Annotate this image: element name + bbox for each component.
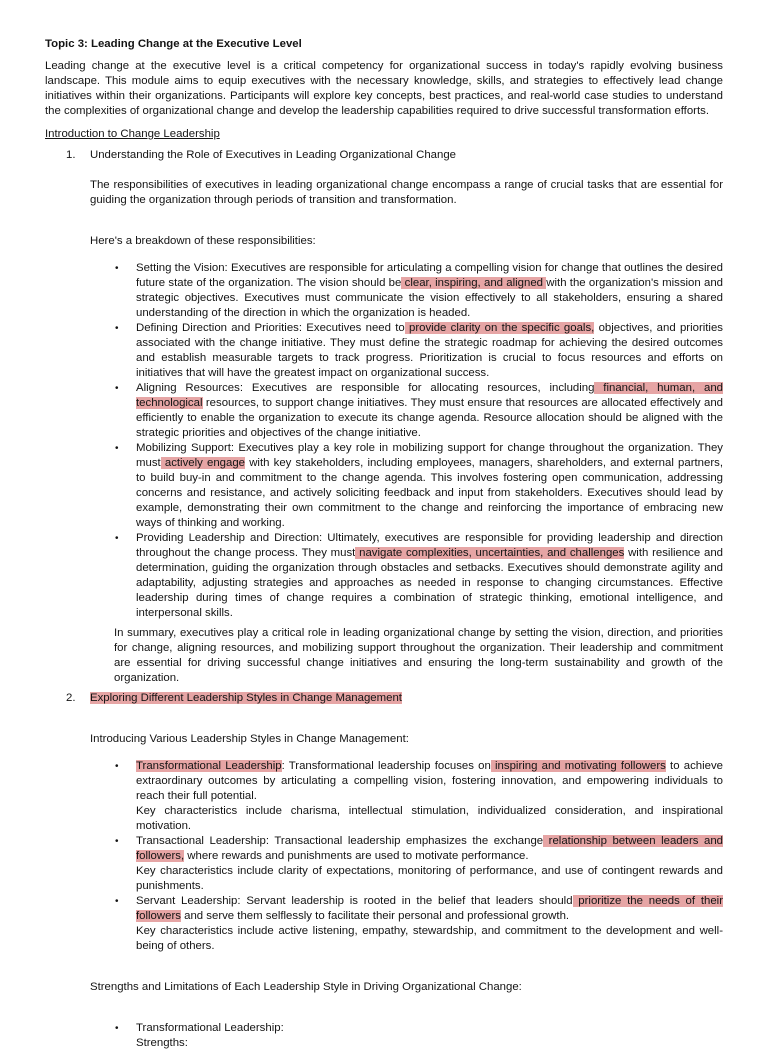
list-item: • Defining Direction and Priorities: Executives need to provide clarity on the specific goals, objectives, and priorities associated with the change initiative. They must define the strategic roadmap for achieving the desired outcomes and establish measurable targets to track progress. Prioritization is crucial to focus resources and efforts on initiatives that will have the greatest impact on organizational success.: [115, 321, 723, 379]
leadership-styles-list: [115, 759, 723, 954]
strengths-list: [115, 1021, 723, 1051]
item-title: Exploring Different Leadership Styles in Change Management: [90, 691, 402, 704]
intro-paragraph: Leading change at the executive level is a critical competency for organizational success in today's rapidly evolving business landscape. This module aims to equip executives with the necessary knowledge, skills, and strategies to effectively lead change initiatives within their organizations. Participants will explore key concepts, best practices, and real-world case studies to understand the complexities of organizational change and develop the leadership capabilities required to drive successful transformation efforts.: [45, 60, 723, 117]
item-1-lead: Here's a breakdown of these responsibilities:: [90, 235, 316, 248]
strengths-heading: Strengths and Limitations of Each Leadership Style in Driving Organizational Change:: [90, 980, 522, 993]
list-item: • Setting the Vision: Executives are responsible for articulating a compelling vision for change that outlines the desired future state of the organization. The vision should be clear, inspiring, and aligned with the organization's mission and strategic objectives. Executives must communicate the vision effectively to all stakeholders, ensuring a shared understanding of the direction in which the organization is headed.: [115, 261, 724, 319]
page-title: Topic 3: Leading Change at the Executive Level: [45, 38, 302, 50]
item-1-paragraph: The responsibilities of executives in leading organizational change encompass a range of crucial tasks that are essential for guiding the organization through periods of transition and transformation.: [90, 179, 723, 206]
bullet-icon: •: [115, 532, 119, 544]
highlight: Transformational Leadership: [136, 759, 282, 772]
strengths-label: Strengths:: [136, 1037, 188, 1050]
key-characteristics: Key characteristics include clarity of expectations, monitoring of performance, and use of contingent rewards and punishments.: [136, 864, 723, 892]
item-number: 2.: [66, 691, 76, 704]
key-characteristics: Key characteristics include active listening, empathy, stewardship, and commitment to the development and well-being of others.: [136, 924, 723, 952]
list-item: • Transformational Leadership: Transformational leadership focuses on inspiring and motivating followers to achieve extraordinary outcomes by articulating a compelling vision, fostering innovation, and empowering individuals to reach their full potential. Key characteristics include charisma, intellectual stimulation, individualized consideration, and inspirational motivation.: [115, 759, 723, 832]
list-item: • Mobilizing Support: Executives play a key role in mobilizing support for change throughout the organization. They must actively engage with key stakeholders, including employees, managers, shareholders, and external partners, to build buy-in and commitment to the change agenda. This involves fostering open communication, addressing concerns and resistance, and actively soliciting feedback and input from stakeholders. Executives should lead by example, demonstrating their own commitment to the change and reinforcing the importance of embracing new ways of thinking and working.: [115, 441, 723, 529]
highlight: inspiring and motivating followers: [490, 759, 666, 772]
highlight: relationship between leaders and followers,: [136, 834, 723, 862]
bullet-icon: •: [115, 322, 119, 334]
summary-paragraph: In summary, executives play a critical role in leading organizational change by setting the vision, direction, and priorities for change, aligning resources, and mobilizing support throughout the organization. Their leadership and commitment are essential for driving successful change initiatives and ensuring the long-term sustainability and growth of the organization.: [114, 626, 723, 684]
bullet-icon: •: [115, 382, 119, 394]
numbered-item-1-title: [45, 148, 723, 163]
highlight: financial, human, and technological: [136, 381, 723, 409]
highlight: prioritize the needs of their followers: [136, 894, 723, 922]
highlight: navigate complexities, uncertainties, and challenges: [355, 546, 625, 559]
list-item: • Aligning Resources: Executives are responsible for allocating resources, including financial, human, and technological resources, to support change initiatives. They must ensure that resources are allocated effectively and efficiently to enable the organization to execute its change agenda. Resource allocation should be aligned with the strategic priorities and objectives of the change initiative.: [115, 381, 723, 439]
list-item: • Transactional Leadership: Transactional leadership emphasizes the exchange relationship between leaders and followers, where rewards and punishments are used to motivate performance. Key characteristics include clarity of expectations, monitoring of performance, and use of contingent rewards and punishments.: [115, 834, 723, 892]
highlight: provide clarity on the specific goals,: [404, 321, 595, 334]
bullet-icon: •: [115, 442, 119, 454]
item-title: Understanding the Role of Executives in Leading Organizational Change: [90, 149, 457, 161]
document-page: [45, 37, 723, 1051]
numbered-item-2-title: [45, 691, 723, 706]
list-item: • Servant Leadership: Servant leadership is rooted in the belief that leaders should prioritize the needs of their followers and serve them selflessly to facilitate their personal and professional growth. Key characteristics include active listening, empathy, stewardship, and commitment to the development and well-being of others.: [115, 894, 723, 952]
item-number: 1.: [66, 149, 76, 161]
highlight: actively engage: [160, 456, 246, 469]
bullet-icon: •: [115, 262, 119, 274]
bullet-icon: •: [115, 895, 119, 907]
bullet-icon: •: [115, 760, 119, 772]
responsibilities-list: [115, 261, 724, 621]
bullet-icon: •: [115, 835, 119, 847]
key-characteristics: Key characteristics include charisma, intellectual stimulation, individualized consideration, and inspirational motivation.: [136, 804, 723, 832]
list-item: • Providing Leadership and Direction: Ultimately, executives are responsible for providing leadership and direction throughout the change process. They must navigate complexities, uncertainties, and challenges with resilience and determination, guiding the organization through obstacles and setbacks. Executives should demonstrate agility and adaptability, adjusting strategies and approaches as needed in response to changing circumstances. Effective leadership during times of change requires a combination of strategic thinking, emotional intelligence, and interpersonal skills.: [115, 531, 723, 619]
bullet-icon: •: [115, 1023, 119, 1035]
highlight: clear, inspiring, and aligned: [401, 276, 547, 289]
list-item: • Transformational Leadership: Strengths:: [136, 1021, 723, 1051]
section-heading: Introduction to Change Leadership: [45, 128, 220, 140]
item-2-lead: Introducing Various Leadership Styles in Change Management:: [90, 733, 409, 746]
